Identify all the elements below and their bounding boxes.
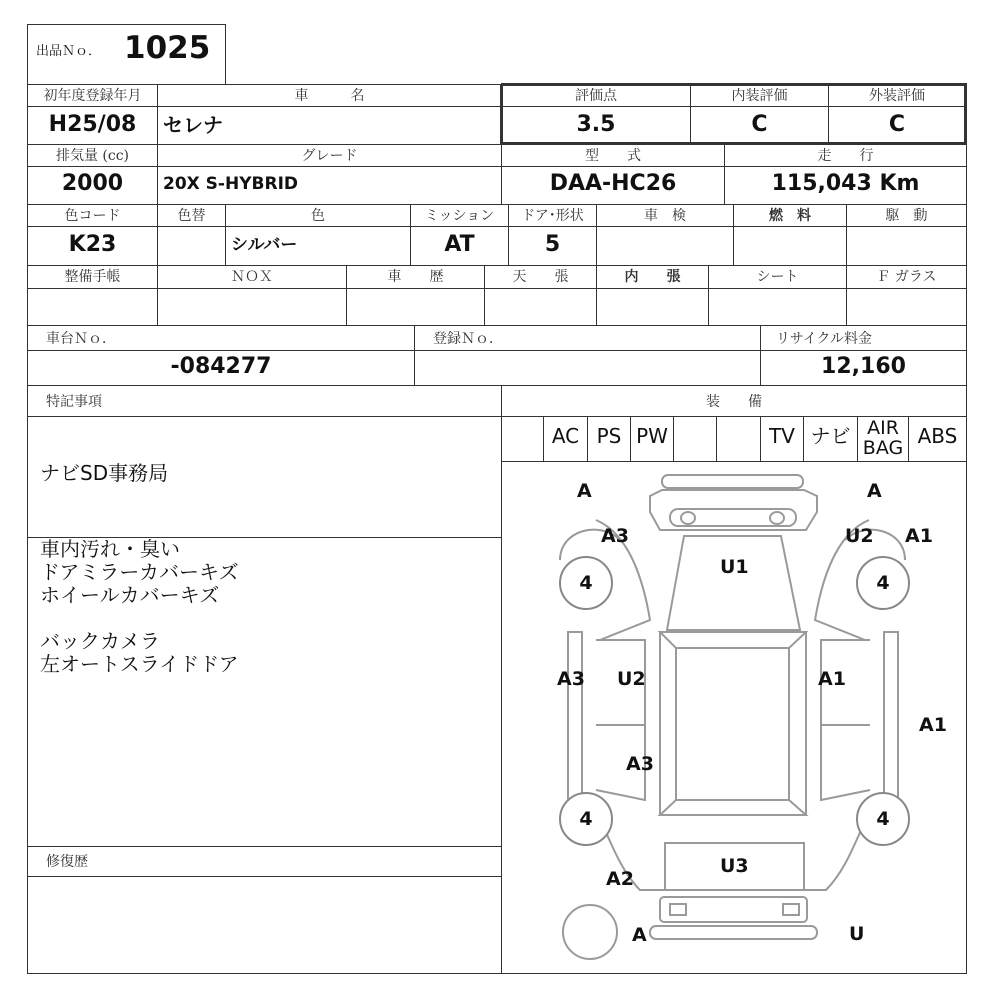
grid-line xyxy=(27,350,967,351)
grid-line xyxy=(27,265,967,266)
maintenance-label: 整備手帳 xyxy=(64,269,121,285)
equipment-tv: TV xyxy=(769,424,795,448)
model-value: DAA-HC26 xyxy=(549,171,677,196)
recycle-value: 12,160 xyxy=(821,354,906,379)
note-line: 左オートスライドドア xyxy=(40,652,239,676)
tire-rear-left: 4 xyxy=(559,792,613,846)
exterior-score-label: 外装評価 xyxy=(869,88,925,104)
registration-label: 登録Ｎｏ． xyxy=(433,331,503,347)
color-change-label: 色替 xyxy=(177,208,206,224)
mark-side-left-a: A3 xyxy=(557,668,585,690)
equipment-ps: PS xyxy=(596,424,622,448)
color-code-label: 色コード xyxy=(64,208,121,224)
model-label: 型 式 xyxy=(585,148,641,164)
grid-line xyxy=(27,204,967,205)
notes-bottom xyxy=(40,538,495,676)
grid-line xyxy=(27,166,967,167)
roof-rear-edge xyxy=(660,800,806,815)
grid-line xyxy=(501,83,967,86)
repair-title: 修復歴 xyxy=(46,854,88,870)
equipment-pw: PW xyxy=(636,424,668,448)
mark-roof: A3 xyxy=(626,753,654,775)
tire-front-left: 4 xyxy=(559,556,613,610)
grid-line xyxy=(27,24,226,25)
equipment-title: 装 備 xyxy=(706,394,762,410)
mission-label: ミッション xyxy=(424,208,495,224)
displacement-value: 2000 xyxy=(61,171,124,196)
grid-line xyxy=(225,24,226,84)
grid-line xyxy=(27,24,28,84)
equipment-ac: AC xyxy=(551,424,580,448)
rear-bumper-strip xyxy=(650,926,817,939)
note-line xyxy=(40,607,495,630)
history-label: 車 歴 xyxy=(387,269,444,285)
grid-line xyxy=(966,84,967,974)
mark-hood: U1 xyxy=(720,556,749,578)
chassis-value: -084277 xyxy=(170,354,272,379)
mark-right-far: A1 xyxy=(919,714,947,736)
grid-line xyxy=(27,876,501,877)
grid-line xyxy=(27,325,967,326)
hood-outline xyxy=(667,536,800,630)
note-line: ナビSD事務局 xyxy=(40,461,169,485)
note-line: バックカメラ xyxy=(40,629,160,653)
grid-line xyxy=(27,973,967,974)
equipment-blank-3 xyxy=(717,416,760,456)
displacement-label: 排気量 (cc) xyxy=(55,148,130,164)
equipment-blank-2 xyxy=(674,416,716,456)
right-mirror xyxy=(884,632,898,800)
mark-rear-panel: U3 xyxy=(720,855,749,877)
equipment-navi: ナビ xyxy=(810,424,851,448)
car-diagram xyxy=(502,462,966,972)
roof-panel xyxy=(676,648,789,800)
color-code-value: K23 xyxy=(68,232,117,257)
rear-bumper xyxy=(660,897,807,922)
score-label: 評価点 xyxy=(575,88,617,104)
drive-label: 駆 動 xyxy=(885,208,928,224)
glass-label: Ｆ ガラス xyxy=(876,269,937,285)
fuel-label: 燃 料 xyxy=(769,208,811,224)
front-emblem-left xyxy=(681,512,695,524)
grid-line xyxy=(27,106,501,107)
note-line: ホイールカバーキズ xyxy=(40,583,220,607)
reg-date-value: H25/08 xyxy=(48,112,137,137)
score-value: 3.5 xyxy=(576,112,616,137)
notes-top xyxy=(40,462,495,485)
grid-line xyxy=(501,106,967,107)
rear-lamp-left xyxy=(670,904,686,915)
door-value: 5 xyxy=(544,232,561,257)
inspection-label: 車 検 xyxy=(644,208,686,224)
grid-line xyxy=(27,846,501,847)
grid-line xyxy=(27,385,967,386)
spare-tire xyxy=(563,905,617,959)
mark-rear-left: A2 xyxy=(606,868,634,890)
reg-date-label: 初年度登録年月 xyxy=(43,88,142,104)
mark-side-right-a: A1 xyxy=(818,668,846,690)
equipment-blank-1 xyxy=(502,416,543,456)
mark-side-left-u: U2 xyxy=(617,668,646,690)
grid-line xyxy=(501,142,967,145)
door-label: ドア･形状 xyxy=(521,208,584,224)
lot-label: 出品Ｎｏ． xyxy=(36,44,102,59)
grade-label: グレード xyxy=(301,148,358,164)
mark-fender-fl: A3 xyxy=(601,525,629,547)
mileage-label: 走 行 xyxy=(817,148,874,164)
mark-fender-fr-u: U2 xyxy=(845,525,874,547)
seat-label: シート xyxy=(756,269,799,285)
right-door-frame xyxy=(821,640,870,800)
left-door-frame xyxy=(596,640,645,800)
mark-rear-bottom-a: A xyxy=(632,924,647,946)
mileage-value: 115,043 Km xyxy=(771,171,920,196)
mark-fender-fr-a: A1 xyxy=(905,525,933,547)
left-mirror xyxy=(568,632,582,800)
car-name-label: 車 名 xyxy=(294,88,365,104)
grade-value: 20X S-HYBRID xyxy=(163,174,299,194)
chassis-label: 車台Ｎｏ． xyxy=(46,331,116,347)
grid-line xyxy=(27,226,967,227)
equipment-abs: ABS xyxy=(917,424,958,448)
color-label: 色 xyxy=(311,208,325,224)
mission-value: AT xyxy=(444,232,475,257)
color-value: シルバー xyxy=(231,235,298,255)
grid-line xyxy=(857,416,858,461)
mark-front-left: A xyxy=(577,480,592,502)
recycle-label: リサイクル料金 xyxy=(776,331,873,347)
tire-front-right: 4 xyxy=(856,556,910,610)
interior-score-label: 内装評価 xyxy=(731,88,788,104)
lot-number: 1025 xyxy=(124,30,211,66)
nox-label: ＮＯＸ xyxy=(231,269,273,285)
rear-lamp-right xyxy=(783,904,799,915)
sunroof-label: 天 張 xyxy=(512,269,569,285)
roof-front-edge xyxy=(660,632,806,648)
interior-score-value: C xyxy=(751,112,768,137)
car-name-value: セレナ xyxy=(163,113,223,137)
mark-rear-bottom-u: U xyxy=(849,923,865,945)
grid-line xyxy=(414,325,415,385)
mark-front-right: A xyxy=(867,480,882,502)
exterior-score-value: C xyxy=(888,112,906,137)
tire-rear-right: 4 xyxy=(856,792,910,846)
grid-line xyxy=(27,288,967,289)
front-emblem-right xyxy=(770,512,784,524)
front-bumper-strip xyxy=(662,475,803,488)
note-line: 車内汚れ・臭い xyxy=(40,537,180,561)
interior-trim-label: 内 張 xyxy=(624,269,681,285)
note-line: ドアミラーカバーキズ xyxy=(40,560,239,584)
equipment-airbag: AIR BAG xyxy=(862,417,904,459)
notes-title: 特記事項 xyxy=(46,394,102,410)
